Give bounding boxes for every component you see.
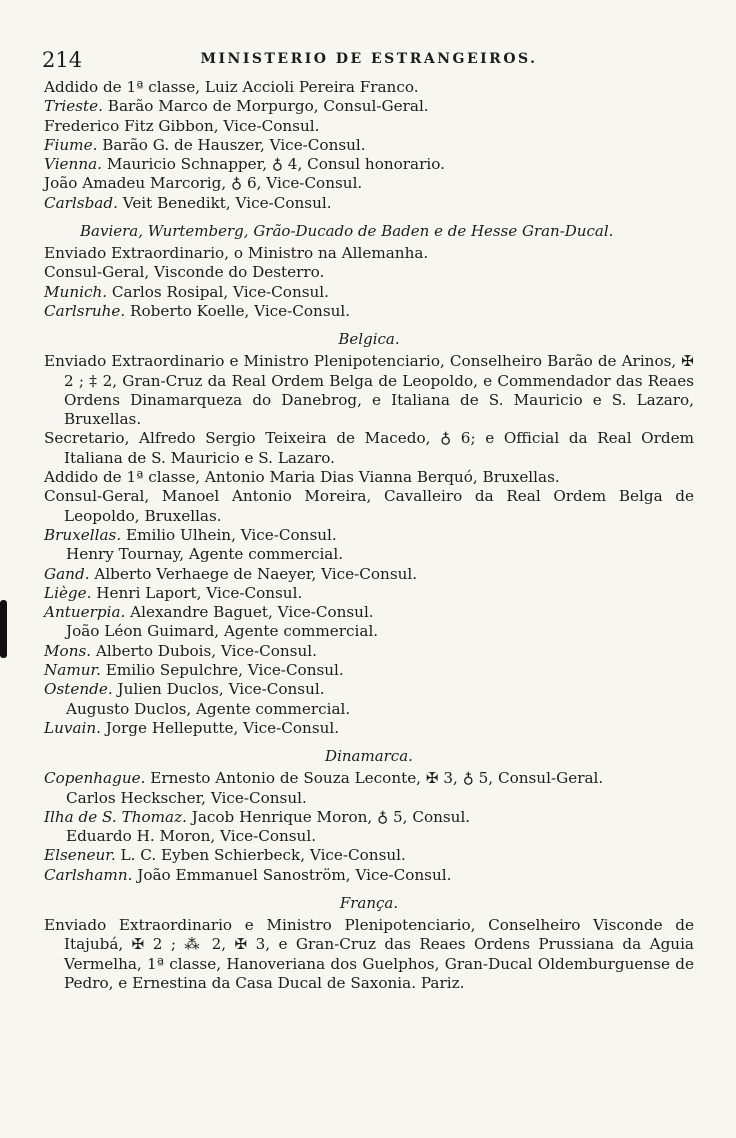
list-item [44,155,694,174]
list-item [44,584,694,603]
austria-continued-list [44,78,694,213]
paragraph-entry: Enviado Extraordinario e Ministro Plenipotenciario, Conselheiro Visconde de Itajubá, ✠ 2 ; ⁂ 2, ✠ 3, e Gran-Cruz das Reaes Ordens Prussiana da Aguia Vermelha, 1ª classe, Hanoveriana dos Guelphos, Gran-Ducal Oldemburguense de Pedro, e Ernestina da Casa Ducal de Saxonia. Pariz. [44,915,694,992]
list-item [44,117,694,136]
entry-text: João Emmanuel Sanoström, Vice-Consul. [132,865,452,884]
page-header [44,48,694,78]
page-title: MINISTERIO DE ESTRANGEIROS. [200,51,538,67]
entry-text: Emilio Sepulchre, Vice-Consul. [100,661,344,680]
place-name: Trieste. [44,97,103,116]
list-item [44,78,694,97]
belgica-list [44,526,694,738]
margin-mark [0,600,7,658]
list-item [44,661,694,680]
list-item [44,700,694,719]
place-name: Ostende. [44,680,113,699]
entry-text: L. C. Eyben Schierbeck, Vice-Consul. [115,846,406,865]
document-page [44,48,694,993]
list-item [44,680,694,699]
entry-text: Jorge Helleputte, Vice-Consul. [100,718,340,737]
entry-text: Julien Duclos, Vice-Consul. [112,680,325,699]
list-item [44,174,694,193]
entry-text: João Léon Guimard, Agente commercial. [66,622,379,641]
entry-text: Frederico Fitz Gibbon, Vice-Consul. [44,116,320,135]
place-name: Carlsruhe. [44,301,126,320]
place-name: Mons. [44,641,92,660]
paragraph-entry: Secretario, Alfredo Sergio Teixeira de Macedo, ♁ 6; e Official da Real Ordem Italiana de S. Mauricio e S. Lazaro. [44,429,694,467]
list-item [44,194,694,213]
place-name: Fiume. [44,135,98,154]
entry-text: Consul-Geral, Visconde do Desterro. [44,263,325,282]
list-item [44,622,694,641]
list-item [44,526,694,545]
entry-text: Augusto Duclos, Agente commercial. [66,699,351,718]
list-item [44,846,694,865]
paragraph-entry: Consul-Geral, Manoel Antonio Moreira, Cavalleiro da Real Ordem Belga de Leopoldo, Bruxellas. [44,487,694,525]
list-item [44,244,694,263]
entry-text: Veit Benedikt, Vice-Consul. [117,193,332,212]
entry-text: Henri Laport, Vice-Consul. [91,583,303,602]
list-item [44,603,694,622]
place-name: Luvain. [44,718,101,737]
list-item [44,283,694,302]
dinamarca-list [44,769,694,885]
section-heading-belgica: Belgica. [338,330,400,349]
entry-text: Emilio Ulhein, Vice-Consul. [121,525,337,544]
list-item [44,263,694,282]
entry-text: Henry Tournay, Agente commercial. [66,545,344,564]
entry-text: Alberto Dubois, Vice-Consul. [91,641,317,660]
franca-entries [44,916,694,993]
entry-text: João Amadeu Marcorig, ♁ 6, Vice-Consul. [44,174,363,193]
section-heading-baviera: Baviera, Wurtemberg, Grão-Ducado de Baden e de Hesse Gran-Ducal. [80,222,614,241]
list-item [44,565,694,584]
list-item [44,97,694,116]
list-item [44,545,694,564]
entry-text: Carlos Rosipal, Vice-Consul. [107,282,329,301]
entry-text: Roberto Koelle, Vice-Consul. [125,301,351,320]
entry-text: Barão G. de Hauszer, Vice-Consul. [97,135,366,154]
entry-text: Mauricio Schnapper, ♁ 4, Consul honorario. [102,155,445,174]
place-name: Bruxellas. [44,525,122,544]
place-name: Liège. [44,583,92,602]
entry-text: Alberto Verhaege de Naeyer, Vice-Consul. [89,564,418,583]
list-item [44,642,694,661]
place-name: Carlshamn. [44,865,133,884]
place-name: Namur. [44,661,101,680]
place-name: Copenhague. [44,769,146,788]
paragraph-entry: Addido de 1ª classe, Antonio Maria Dias Vianna Berquó, Bruxellas. [44,468,560,487]
entry-text: Barão Marco de Morpurgo, Consul-Geral. [102,97,429,116]
entry-text: Enviado Extraordinario, o Ministro na Allemanha. [44,244,429,263]
entry-text: Jacob Henrique Moron, ♁ 5, Consul. [186,807,471,826]
page-number: 214 [42,48,83,72]
list-item [44,302,694,321]
place-name: Antuerpia. [44,603,126,622]
list-item [44,808,694,827]
section-heading-franca: França. [339,893,399,912]
entry-text: Alexandre Baguet, Vice-Consul. [125,603,374,622]
section-heading-dinamarca: Dinamarca. [325,747,413,766]
list-item [44,789,694,808]
list-item [44,719,694,738]
entry-text: Carlos Heckscher, Vice-Consul. [66,788,307,807]
place-name: Ilha de S. Thomaz. [44,807,187,826]
entry-text: Ernesto Antonio de Souza Leconte, ✠ 3, ♁ 5, Consul-Geral. [145,769,604,788]
entry-text: Addido de 1ª classe, Luiz Accioli Pereira Franco. [44,78,419,96]
list-item [44,866,694,885]
list-item [44,136,694,155]
baviera-list [44,244,694,321]
place-name: Elseneur. [44,846,116,865]
place-name: Munich. [44,282,108,301]
belgica-entries [44,352,694,526]
list-item [44,827,694,846]
place-name: Vienna. [44,155,102,174]
list-item [44,769,694,788]
place-name: Carlsbad. [44,193,118,212]
entry-text: Eduardo H. Moron, Vice-Consul. [66,827,317,846]
place-name: Gand. [44,564,90,583]
paragraph-entry: Enviado Extraordinario e Ministro Plenipotenciario, Conselheiro Barão de Arinos, ✠ 2 ; ‡ 2, Gran-Cruz da Real Ordem Belga de Leopoldo, e Commendador das Reaes Ordens Dinamarqueza do Danebrog, e Italiana de S. Mauricio e S. Lazaro, Bruxellas. [44,352,694,429]
